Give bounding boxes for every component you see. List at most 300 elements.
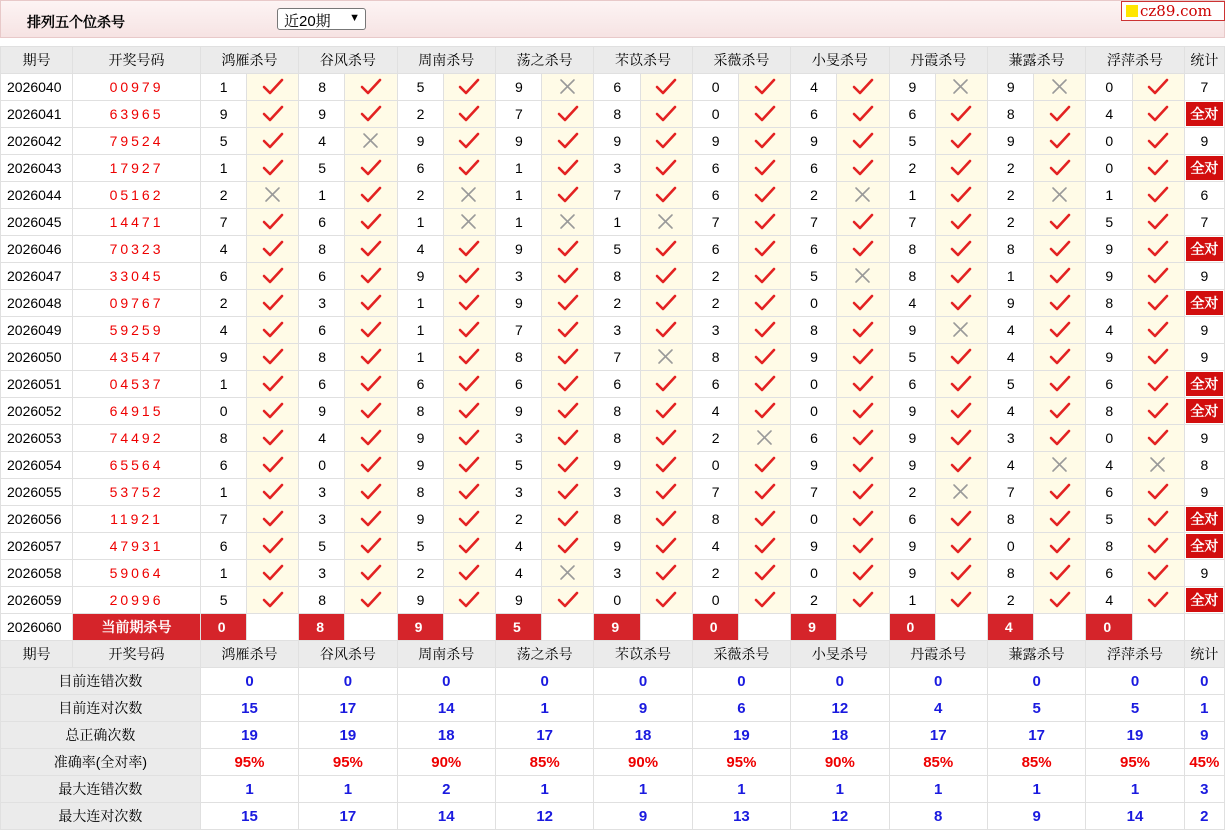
hit-cell (345, 533, 397, 560)
kill-number: 0 (200, 398, 246, 425)
site-logo[interactable] (1121, 1, 1225, 21)
table-row (1, 236, 1225, 263)
hit-cell (1132, 398, 1184, 425)
stats-value: 95% (692, 749, 790, 776)
kill-number: 1 (299, 182, 345, 209)
hit-cell (345, 398, 397, 425)
kill-number: 9 (791, 128, 837, 155)
kill-number: 9 (594, 452, 640, 479)
kill-number: 0 (594, 587, 640, 614)
stats-value: 0 (594, 668, 692, 695)
kill-number: 9 (495, 290, 541, 317)
check-icon (754, 293, 776, 313)
kill-number: 9 (987, 128, 1033, 155)
all-correct-badge: 全对 (1186, 372, 1223, 396)
cross-icon (557, 212, 579, 232)
stats-value: 15 (200, 695, 298, 722)
miss-cell (443, 209, 495, 236)
hit-cell (935, 371, 987, 398)
issue-number: 2026051 (1, 371, 73, 398)
stats-value: 17 (889, 722, 987, 749)
check-icon (458, 239, 480, 259)
check-icon (655, 293, 677, 313)
kill-number: 0 (692, 452, 738, 479)
kill-number: 3 (692, 317, 738, 344)
check-icon (458, 266, 480, 286)
all-correct-badge: 全对 (1186, 399, 1223, 423)
kill-number: 7 (692, 209, 738, 236)
current-kill-number: 0 (889, 614, 935, 641)
check-icon (458, 158, 480, 178)
draw-code: 79524 (73, 128, 201, 155)
kill-number: 3 (299, 560, 345, 587)
draw-code: 05162 (73, 182, 201, 209)
kill-number: 2 (397, 101, 443, 128)
check-icon (1049, 293, 1071, 313)
kill-number: 4 (299, 425, 345, 452)
table-row (1, 587, 1225, 614)
check-icon (1147, 104, 1169, 124)
kill-number: 7 (200, 506, 246, 533)
kill-number: 9 (397, 263, 443, 290)
hit-cell (1034, 560, 1086, 587)
stats-value: 19 (200, 722, 298, 749)
issue-number: 2026054 (1, 452, 73, 479)
current-issue-row (1, 614, 1225, 641)
kill-number: 9 (495, 74, 541, 101)
hit-cell (640, 560, 692, 587)
miss-cell (345, 128, 397, 155)
kill-number: 6 (889, 506, 935, 533)
hit-cell (345, 371, 397, 398)
column-header-expert: 荡之杀号 (495, 641, 593, 668)
check-icon (1147, 131, 1169, 151)
hit-cell (345, 209, 397, 236)
table-row (1, 452, 1225, 479)
check-icon (557, 347, 579, 367)
table-row (1, 74, 1225, 101)
check-icon (360, 266, 382, 286)
draw-code: 59064 (73, 560, 201, 587)
check-icon (262, 509, 284, 529)
kill-number: 9 (200, 344, 246, 371)
kill-number: 3 (594, 479, 640, 506)
stats-value: 0 (200, 668, 298, 695)
cross-icon (262, 185, 284, 205)
kill-number: 0 (692, 74, 738, 101)
kill-number: 8 (594, 398, 640, 425)
stats-value: 85% (987, 749, 1085, 776)
hit-cell (345, 290, 397, 317)
kill-number: 1 (987, 263, 1033, 290)
kill-number: 8 (987, 506, 1033, 533)
hit-cell (542, 533, 594, 560)
kill-number: 1 (200, 155, 246, 182)
stats-value: 18 (791, 722, 889, 749)
hit-cell (640, 425, 692, 452)
check-icon (262, 482, 284, 502)
kill-number: 2 (200, 290, 246, 317)
kill-number: 4 (987, 452, 1033, 479)
kill-number: 6 (1086, 479, 1132, 506)
stats-value: 1 (594, 776, 692, 803)
hit-cell (345, 479, 397, 506)
hit-cell (246, 506, 298, 533)
check-icon (360, 347, 382, 367)
check-icon (655, 455, 677, 475)
kill-number: 4 (692, 398, 738, 425)
check-icon (1147, 320, 1169, 340)
hit-cell (1034, 479, 1086, 506)
hit-cell (542, 182, 594, 209)
all-correct-badge: 全对 (1186, 291, 1223, 315)
check-icon (754, 563, 776, 583)
hit-cell (1132, 533, 1184, 560)
draw-code: 70323 (73, 236, 201, 263)
stats-value: 5 (1086, 695, 1184, 722)
check-icon (754, 482, 776, 502)
hit-cell (345, 101, 397, 128)
kill-number: 6 (791, 101, 837, 128)
hit-cell (443, 506, 495, 533)
miss-cell (935, 479, 987, 506)
kill-number: 5 (200, 587, 246, 614)
kill-number: 0 (1086, 128, 1132, 155)
stats-value: 8 (889, 803, 987, 830)
kill-number: 1 (889, 182, 935, 209)
kill-number: 8 (594, 506, 640, 533)
hit-cell (837, 533, 889, 560)
hit-cell (1132, 236, 1184, 263)
period-select[interactable] (277, 8, 366, 30)
stats-value: 18 (594, 722, 692, 749)
hit-cell (935, 155, 987, 182)
check-icon (557, 266, 579, 286)
table-row (1, 263, 1225, 290)
stats-value: 95% (1086, 749, 1184, 776)
hit-cell (443, 371, 495, 398)
check-icon (557, 428, 579, 448)
hit-cell (935, 236, 987, 263)
hit-cell (935, 398, 987, 425)
check-icon (262, 428, 284, 448)
hit-cell (1034, 155, 1086, 182)
check-icon (557, 293, 579, 313)
check-icon (1147, 293, 1169, 313)
kill-number: 9 (495, 128, 541, 155)
row-total (1184, 587, 1224, 614)
check-icon (950, 455, 972, 475)
hit-cell (443, 560, 495, 587)
hit-cell (640, 317, 692, 344)
hit-cell (345, 182, 397, 209)
kill-number: 8 (200, 425, 246, 452)
check-icon (557, 104, 579, 124)
kill-number: 3 (495, 263, 541, 290)
row-total (1184, 290, 1224, 317)
hit-cell (837, 236, 889, 263)
check-icon (1049, 320, 1071, 340)
kill-number: 9 (889, 452, 935, 479)
current-kill-number: 5 (495, 614, 541, 641)
hit-cell (246, 74, 298, 101)
hit-cell (837, 371, 889, 398)
kill-number: 7 (594, 344, 640, 371)
hit-cell (935, 182, 987, 209)
kill-number: 1 (594, 209, 640, 236)
hit-cell (837, 479, 889, 506)
hit-cell (246, 101, 298, 128)
miss-cell (935, 74, 987, 101)
check-icon (1049, 428, 1071, 448)
check-icon (655, 536, 677, 556)
hit-cell (345, 74, 397, 101)
stats-value: 1 (200, 776, 298, 803)
check-icon (950, 158, 972, 178)
row-total (1184, 371, 1224, 398)
hit-cell (738, 506, 790, 533)
stats-value: 9 (987, 803, 1085, 830)
row-total: 9 (1184, 263, 1224, 290)
stats-label: 准确率(全对率) (1, 749, 201, 776)
check-icon (754, 347, 776, 367)
hit-cell (935, 209, 987, 236)
kill-number: 3 (594, 155, 640, 182)
hit-cell (935, 101, 987, 128)
hit-cell (640, 101, 692, 128)
kill-number: 1 (397, 209, 443, 236)
row-total: 7 (1184, 74, 1224, 101)
cross-icon (1049, 185, 1071, 205)
check-icon (262, 104, 284, 124)
check-icon (852, 293, 874, 313)
kill-number: 9 (791, 452, 837, 479)
kill-number: 2 (594, 290, 640, 317)
hit-cell (640, 236, 692, 263)
kill-number: 1 (495, 155, 541, 182)
kill-number: 9 (200, 101, 246, 128)
issue-number: 2026043 (1, 155, 73, 182)
hit-cell (738, 128, 790, 155)
hit-cell (640, 74, 692, 101)
check-icon (360, 509, 382, 529)
hit-cell (1034, 128, 1086, 155)
miss-cell (246, 182, 298, 209)
draw-code: 53752 (73, 479, 201, 506)
check-icon (557, 482, 579, 502)
hit-cell (640, 587, 692, 614)
miss-cell (640, 344, 692, 371)
kill-number: 6 (791, 425, 837, 452)
check-icon (754, 104, 776, 124)
hit-cell (542, 290, 594, 317)
cross-icon (950, 482, 972, 502)
column-header-total: 统计 (1184, 641, 1224, 668)
row-total (1184, 101, 1224, 128)
kill-number: 2 (889, 479, 935, 506)
kill-number: 6 (495, 371, 541, 398)
check-icon (950, 536, 972, 556)
check-icon (950, 185, 972, 205)
check-icon (950, 401, 972, 421)
hit-cell (246, 290, 298, 317)
hit-cell (443, 74, 495, 101)
row-total (1184, 398, 1224, 425)
kill-number: 5 (397, 74, 443, 101)
hit-cell (345, 560, 397, 587)
kill-number: 9 (791, 344, 837, 371)
kill-number: 0 (1086, 425, 1132, 452)
check-icon (852, 509, 874, 529)
current-kill-spacer (640, 614, 692, 641)
check-icon (1147, 563, 1169, 583)
kill-number: 3 (594, 317, 640, 344)
check-icon (1147, 212, 1169, 232)
hit-cell (246, 344, 298, 371)
stats-value: 1 (889, 776, 987, 803)
miss-cell (1034, 182, 1086, 209)
kill-number: 9 (889, 533, 935, 560)
kill-number: 8 (1086, 398, 1132, 425)
kill-number: 2 (397, 560, 443, 587)
stats-label: 目前连对次数 (1, 695, 201, 722)
hit-cell (640, 452, 692, 479)
kill-number: 4 (1086, 101, 1132, 128)
kill-number: 5 (987, 371, 1033, 398)
hit-cell (935, 263, 987, 290)
check-icon (1049, 239, 1071, 259)
hit-cell (345, 344, 397, 371)
hit-cell (246, 155, 298, 182)
hit-cell (345, 317, 397, 344)
kill-number: 2 (495, 506, 541, 533)
row-total: 8 (1184, 452, 1224, 479)
draw-code: 43547 (73, 344, 201, 371)
check-icon (360, 374, 382, 394)
hit-cell (443, 128, 495, 155)
check-icon (852, 536, 874, 556)
hit-cell (1034, 371, 1086, 398)
kill-number: 9 (397, 425, 443, 452)
check-icon (655, 131, 677, 151)
cross-icon (557, 563, 579, 583)
cross-icon (655, 347, 677, 367)
hit-cell (1034, 236, 1086, 263)
hit-cell (246, 452, 298, 479)
column-header-expert: 鸿雁杀号 (200, 641, 298, 668)
kill-number: 1 (495, 182, 541, 209)
kill-number: 4 (889, 290, 935, 317)
draw-code: 09767 (73, 290, 201, 317)
current-kill-number: 9 (594, 614, 640, 641)
check-icon (852, 131, 874, 151)
check-icon (458, 131, 480, 151)
column-header-expert: 芣苡杀号 (594, 47, 692, 74)
kill-number: 4 (692, 533, 738, 560)
kill-number: 3 (495, 479, 541, 506)
kill-number: 8 (594, 101, 640, 128)
table-row (1, 560, 1225, 587)
stats-value: 90% (397, 749, 495, 776)
kill-number: 9 (397, 128, 443, 155)
stats-value: 17 (299, 803, 397, 830)
hit-cell (738, 398, 790, 425)
hit-cell (640, 533, 692, 560)
check-icon (262, 455, 284, 475)
stats-value: 85% (889, 749, 987, 776)
issue-number: 2026041 (1, 101, 73, 128)
stats-row (1, 695, 1225, 722)
hit-cell (345, 452, 397, 479)
current-kill-spacer (1132, 614, 1184, 641)
stats-value: 1 (1086, 776, 1184, 803)
check-icon (754, 320, 776, 340)
column-header-total: 统计 (1184, 47, 1224, 74)
kill-number: 8 (889, 263, 935, 290)
kill-number: 9 (987, 290, 1033, 317)
check-icon (852, 212, 874, 232)
hit-cell (640, 506, 692, 533)
hit-cell (1034, 425, 1086, 452)
row-total: 6 (1184, 182, 1224, 209)
check-icon (1049, 563, 1071, 583)
check-icon (458, 536, 480, 556)
kill-number: 3 (495, 425, 541, 452)
column-header-expert: 谷风杀号 (299, 47, 397, 74)
column-header-issue: 期号 (1, 641, 73, 668)
kill-number: 9 (397, 506, 443, 533)
kill-number: 0 (791, 398, 837, 425)
table-row (1, 425, 1225, 452)
draw-code: 00979 (73, 74, 201, 101)
kill-number: 0 (791, 506, 837, 533)
kill-number: 3 (299, 290, 345, 317)
kill-number: 5 (495, 452, 541, 479)
table-row (1, 290, 1225, 317)
check-icon (458, 590, 480, 610)
check-icon (360, 536, 382, 556)
check-icon (458, 509, 480, 529)
check-icon (950, 293, 972, 313)
check-icon (754, 185, 776, 205)
stats-value: 0 (692, 668, 790, 695)
check-icon (1147, 347, 1169, 367)
stats-value: 95% (200, 749, 298, 776)
check-icon (1147, 401, 1169, 421)
check-icon (1049, 401, 1071, 421)
check-icon (852, 590, 874, 610)
hit-cell (935, 587, 987, 614)
current-kill-number: 0 (692, 614, 738, 641)
check-icon (754, 131, 776, 151)
kill-number: 2 (987, 182, 1033, 209)
hit-cell (542, 155, 594, 182)
kill-number: 6 (200, 533, 246, 560)
check-icon (1049, 212, 1071, 232)
check-icon (1147, 509, 1169, 529)
check-icon (852, 374, 874, 394)
check-icon (262, 77, 284, 97)
stats-value: 19 (1086, 722, 1184, 749)
hit-cell (935, 560, 987, 587)
kill-number: 0 (692, 587, 738, 614)
check-icon (360, 185, 382, 205)
check-icon (852, 104, 874, 124)
check-icon (262, 293, 284, 313)
kill-number-table (0, 46, 1225, 830)
check-icon (262, 239, 284, 259)
kill-number: 0 (791, 560, 837, 587)
